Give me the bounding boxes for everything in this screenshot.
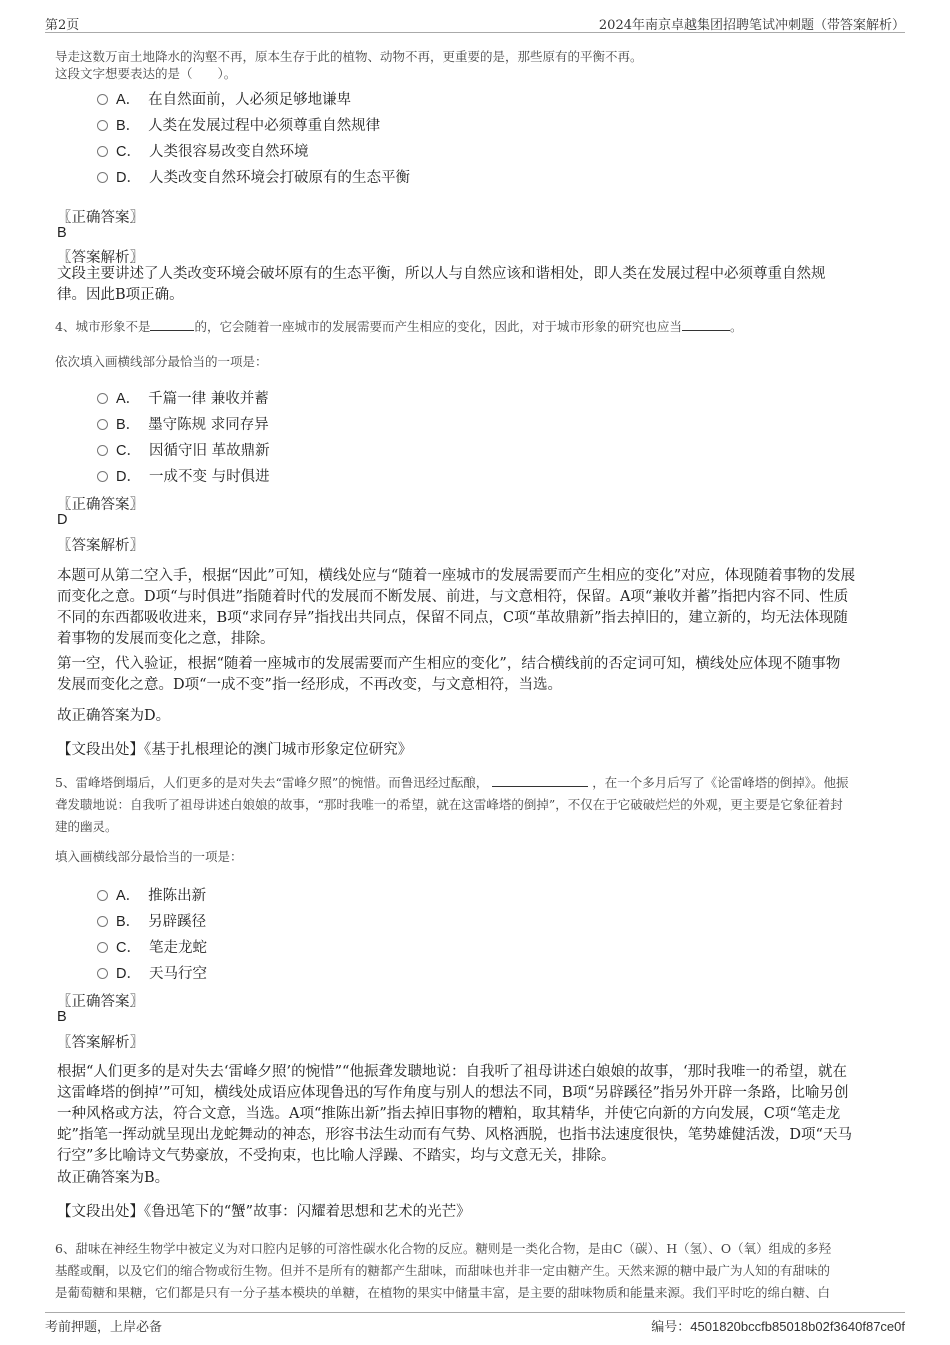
q5-stem: 5、雷峰塔倒塌后，人们更多的是对失去“雷峰夕照”的惋惜。而鲁迅经过酝酿， ，在一个多月后写了《论雷峰塔的倒掉》。他振 聋发聩地说：自我听了祖母讲述白娘娘的故事，“那时我唯一的希望，就在这雷峰塔的倒掉”，不仅在于它破破烂烂的外观，更主要是它象征着封 建的幽灵。 — [55, 775, 849, 834]
q4-source: 【文段出处】《基于扎根理论的澳门城市形象定位研究》 — [57, 742, 413, 758]
q5-analysis-label: 〖答案解析〗 — [57, 1035, 144, 1051]
q3-passage-tail: 导走这数万亩土地降水的沟壑不再，原本生存于此的植物、动物不再，更重要的是，那些原有的平衡不再。 — [55, 49, 643, 64]
q4-conclusion: 故正确答案为D。 — [57, 708, 171, 724]
q3-answer-label: 〖正确答案〗 — [57, 210, 144, 226]
radio-icon[interactable] — [97, 393, 108, 404]
radio-icon[interactable] — [97, 942, 108, 953]
q5-conclusion: 故正确答案为B。 — [57, 1170, 170, 1186]
radio-icon[interactable] — [97, 890, 108, 901]
radio-icon[interactable] — [97, 916, 108, 927]
page-footer — [45, 1312, 905, 1333]
radio-icon[interactable] — [97, 471, 108, 482]
q4-prompt: 依次填入画横线部分最恰当的一项是： — [55, 354, 268, 369]
radio-icon[interactable] — [97, 419, 108, 430]
q3-analysis: 文段主要讲述了人类改变环境会破坏原有的生态平衡，所以人与自然应该和谐相处，即人类在发展过程中必须尊重自然规 律。因此B项正确。 — [57, 266, 826, 303]
q5-answer: B — [57, 1009, 67, 1025]
q5-analysis-p1: 根据“人们更多的是对失去‘雷峰夕照’的惋惜”“他振聋发聩地说：自我听了祖母讲述白娘娘的故事，‘那时我唯一的希望，就在 这雷峰塔的倒掉’”可知，横线处成语应体现鲁迅的写作角度与别人的想法不同，B项“另辟蹊径”指另外开辟一条路，比喻另创 一种风格或方法，符合文意，当选。A项“推陈出新”指去掉旧事物的糟粕，取其精华，并使它向新的方向发展，C项“笔走龙 蛇”指笔一挥动就呈现出龙蛇舞动的神态，形容书法生动而有气势、风格洒脱，也指书法速度很快，笔势雄健活泼，D项“天马 行空”多比喻诗文气势豪放，不受拘束，也比喻人浮躁、不踏实，均与文意无关，排除。 — [57, 1064, 852, 1164]
q3-analysis-label: 〖答案解析〗 — [57, 250, 144, 266]
q5-blank — [492, 786, 588, 787]
radio-icon[interactable] — [97, 445, 108, 456]
q4-option-b[interactable]: B． 墨守陈规 求同存异 — [97, 413, 269, 434]
q3-answer: B — [57, 225, 67, 241]
q3-question: 这段文字想要表达的是（ ）。 — [55, 66, 237, 81]
q5-answer-label: 〖正确答案〗 — [57, 994, 144, 1010]
q5-prompt: 填入画横线部分最恰当的一项是： — [55, 849, 243, 864]
q4-answer: D — [57, 512, 68, 528]
radio-icon[interactable] — [97, 968, 108, 979]
radio-icon[interactable] — [97, 172, 108, 183]
q6-stem: 6、甜味在神经生物学中被定义为对口腔内足够的可溶性碳水化合物的反应。糖则是一类化合物，是由C（碳）、H（氢）、O（氧）组成的多羟 基醛或酮，以及它们的缩合物或衍生物。但并不是所有的糖都产生甜味，而甜味也并非一定由糖产生。天然来源的糖中最广为人知的有甜味的 是葡萄糖和果糖，它们都是只有一分子基本模块的单糖，在植物的果实中储量丰富，是主要的甜味物质和能量来源。我们平时吃的绵白糖、白 — [55, 1241, 832, 1300]
q4-option-c[interactable]: C． 因循守旧 革故鼎新 — [97, 439, 270, 460]
q4-blank-2 — [682, 330, 730, 331]
document-title: 2024年南京卓越集团招聘笔试冲刺题（带答案解析） — [598, 18, 905, 33]
footer-slogan: 考前押题，上岸必备 — [45, 1320, 163, 1335]
document-code: 编号：4501820bccfb85018b02f3640f87ce0f — [651, 1319, 905, 1334]
q5-option-a[interactable]: A． 推陈出新 — [97, 884, 206, 905]
q4-analysis-label: 〖答案解析〗 — [57, 538, 144, 554]
q4-answer-label: 〖正确答案〗 — [57, 497, 144, 513]
q5-option-c[interactable]: C． 笔走龙蛇 — [97, 936, 207, 957]
q3-option-c[interactable]: C． 人类很容易改变自然环境 — [97, 140, 308, 161]
q4-analysis-p2: 第一空，代入验证，根据“随着一座城市的发展需要而产生相应的变化”，结合横线前的否定词可知，横线处应体现不随事物 发展而变化之意。D项“一成不变”指一经形成，不再改变，与文意相符，当选。 — [57, 656, 841, 693]
q3-option-d[interactable]: D． 人类改变自然环境会打破原有的生态平衡 — [97, 166, 410, 187]
q3-option-a[interactable]: A． 在自然面前，人必须足够地谦卑 — [97, 88, 351, 109]
q4-option-a[interactable]: A． 千篇一律 兼收并蓄 — [97, 387, 269, 408]
radio-icon[interactable] — [97, 146, 108, 157]
q3-option-b[interactable]: B． 人类在发展过程中必须尊重自然规律 — [97, 114, 380, 135]
q4-blank-1 — [150, 330, 194, 331]
q4-analysis-p1: 本题可从第二空入手，根据“因此”可知，横线处应与“随着一座城市的发展需要而产生相应的变化”对应，体现随着事物的发展 而变化之意。D项“与时俱进”指随着时代的发展而不断发展、前进，与文意相符，保留。A项“兼收并蓄”指把内容不同、性质 不同的东西都吸收进来，B项“求同存异”指找出共同点，保留不同点，C项“革故鼎新”指去掉旧的，建立新的，均无法体现随 着事物的发展而变化之意，排除。 — [57, 568, 856, 647]
q4-option-d[interactable]: D． 一成不变 与时俱进 — [97, 465, 270, 486]
page-number: 第2页 — [45, 18, 80, 33]
page-header — [45, 12, 905, 33]
q5-option-b[interactable]: B． 另辟蹊径 — [97, 910, 206, 931]
radio-icon[interactable] — [97, 120, 108, 131]
q4-stem: 4、城市形象不是 的，它会随着一座城市的发展需要而产生相应的变化，因此，对于城市形象的研究也应当 。 — [55, 319, 743, 334]
q5-option-d[interactable]: D． 天马行空 — [97, 962, 207, 983]
q5-source: 【文段出处】《鲁迅笔下的“蟹”故事：闪耀着思想和艺术的光芒》 — [57, 1204, 471, 1220]
radio-icon[interactable] — [97, 94, 108, 105]
